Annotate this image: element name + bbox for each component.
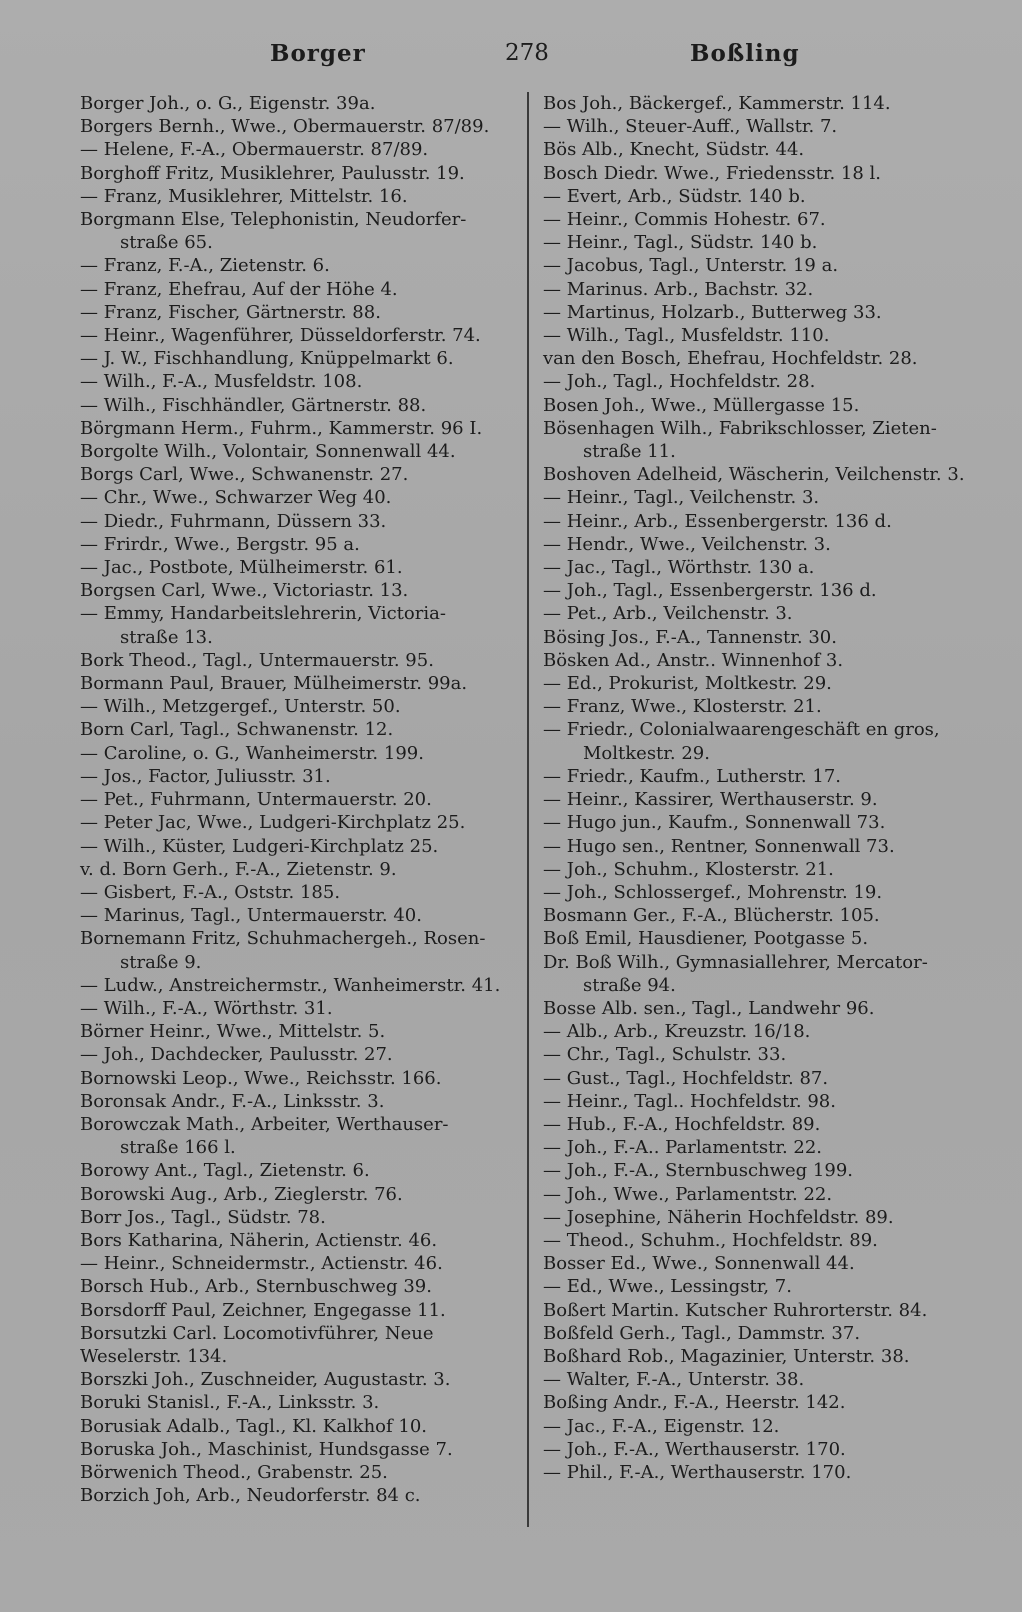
directory-entry: — Hugo sen., Rentner, Sonnenwall 73. [543, 835, 895, 857]
directory-entry: Borsutzki Carl. Locomotivführer, Neue [80, 1322, 434, 1344]
directory-entry: — Heinr., Schneidermstr., Actienstr. 46. [80, 1253, 443, 1275]
directory-entry: — Chr., Wwe., Schwarzer Weg 40. [80, 487, 392, 509]
directory-entry: Boßert Martin. Kutscher Ruhrorterstr. 84. [543, 1299, 928, 1321]
directory-entry: — Heinr., Tagl., Veilchenstr. 3. [543, 487, 820, 509]
directory-entry: — Joh., F.-A., Werthauserstr. 170. [543, 1438, 846, 1460]
directory-entry: Bösenhagen Wilh., Fabrikschlosser, Zieten- [543, 417, 937, 439]
directory-entry: Bork Theod., Tagl., Untermauerstr. 95. [80, 649, 434, 671]
directory-entry: — Hugo jun., Kaufm., Sonnenwall 73. [543, 812, 886, 834]
directory-entry: Borsdorff Paul, Zeichner, Engegasse 11. [80, 1299, 446, 1321]
directory-entry: Borgmann Else, Telephonistin, Neudorfer- [80, 209, 467, 231]
directory-entry: Bosse Alb. sen., Tagl., Landwehr 96. [543, 997, 875, 1019]
directory-entry: — Franz, F.-A., Zietenstr. 6. [80, 255, 330, 277]
directory-entry: Borowy Ant., Tagl., Zietenstr. 6. [80, 1160, 370, 1182]
directory-entry: Bormann Paul, Brauer, Mülheimerstr. 99a. [80, 673, 468, 695]
page-header [80, 40, 980, 76]
right-column [543, 92, 1003, 1484]
directory-entry: — Pet., Arb., Veilchenstr. 3. [543, 603, 793, 625]
directory-entry: — Helene, F.-A., Obermauerstr. 87/89. [80, 139, 429, 161]
directory-entry: Boßing Andr., F.-A., Heerstr. 142. [543, 1392, 846, 1414]
directory-entry: — Emmy, Handarbeitslehrerin, Victoria- [80, 603, 446, 625]
directory-entry: — Gisbert, F.-A., Oststr. 185. [80, 881, 341, 903]
directory-entry: Dr. Boß Wilh., Gymnasiallehrer, Mercator- [543, 951, 928, 973]
directory-entry: — Franz, Fischer, Gärtnerstr. 88. [80, 301, 381, 323]
directory-entry: — J. W., Fischhandlung, Knüppelmarkt 6. [80, 348, 454, 370]
directory-entry: — Joh., Dachdecker, Paulusstr. 27. [80, 1044, 393, 1066]
directory-entry: — Joh., Schlossergef., Mohrenstr. 19. [543, 881, 883, 903]
directory-entry: — Jac., Postbote, Mülheimerstr. 61. [80, 557, 403, 579]
directory-entry: Boruska Joh., Maschinist, Hundsgasse 7. [80, 1438, 453, 1460]
directory-entry: — Jos., Factor, Juliusstr. 31. [80, 765, 331, 787]
directory-entry: Bornemann Fritz, Schuhmachergeh., Rosen- [80, 928, 486, 950]
directory-entry: — Heinr., Tagl.. Hochfeldstr. 98. [543, 1090, 836, 1112]
running-head-right: Boßling [690, 40, 800, 67]
directory-entry: — Marinus, Tagl., Untermauerstr. 40. [80, 905, 422, 927]
directory-entry: Borusiak Adalb., Tagl., Kl. Kalkhof 10. [80, 1415, 428, 1437]
directory-entry: Borgsen Carl, Wwe., Victoriastr. 13. [80, 580, 409, 602]
directory-entry: — Jac., Tagl., Wörthstr. 130 a. [543, 557, 815, 579]
directory-entry: Bosser Ed., Wwe., Sonnenwall 44. [543, 1253, 855, 1275]
directory-entry: — Friedr., Kaufm., Lutherstr. 17. [543, 765, 842, 787]
directory-entry: Borger Joh., o. G., Eigenstr. 39a. [80, 93, 376, 114]
directory-entry: — Joh., Wwe., Parlamentstr. 22. [543, 1183, 833, 1205]
directory-entry: Bosmann Ger., F.-A., Blücherstr. 105. [543, 905, 880, 927]
directory-entry: — Gust., Tagl., Hochfeldstr. 87. [543, 1067, 829, 1089]
directory-entry: Bosch Diedr. Wwe., Friedensstr. 18 l. [543, 162, 882, 184]
directory-entry: straße 11. [583, 441, 676, 463]
directory-entry: — Heinr., Tagl., Südstr. 140 b. [543, 232, 818, 254]
directory-entry: — Hub., F.-A., Hochfeldstr. 89. [543, 1113, 821, 1135]
directory-entry: — Alb., Arb., Kreuzstr. 16/18. [543, 1021, 811, 1043]
directory-entry: Borowski Aug., Arb., Zieglerstr. 76. [80, 1183, 403, 1205]
directory-entry: — Wilh., Tagl., Musfeldstr. 110. [543, 325, 830, 347]
directory-entry: Borgers Bernh., Wwe., Obermauerstr. 87/89. [80, 116, 490, 138]
directory-entry: Borgs Carl, Wwe., Schwanenstr. 27. [80, 464, 409, 486]
running-head-left: Borger [270, 40, 366, 67]
directory-entry: — Friedr., Colonialwaarengeschäft en gros, [543, 719, 940, 741]
directory-entry: — Walter, F.-A., Unterstr. 38. [543, 1369, 805, 1391]
directory-entry: Boruki Stanisl., F.-A., Linksstr. 3. [80, 1392, 380, 1414]
directory-entry: — Wilh., F.-A., Musfeldstr. 108. [80, 371, 363, 393]
directory-entry: Boß Emil, Hausdiener, Pootgasse 5. [543, 928, 869, 950]
directory-entry: — Josephine, Näherin Hochfeldstr. 89. [543, 1206, 894, 1228]
directory-entry: Bos Joh., Bäckergef., Kammerstr. 114. [543, 93, 891, 114]
directory-entry: Börwenich Theod., Grabenstr. 25. [80, 1461, 388, 1483]
directory-entry: — Joh., Tagl., Hochfeldstr. 28. [543, 371, 816, 393]
directory-entry: — Joh., F.-A.. Parlamentstr. 22. [543, 1137, 823, 1159]
directory-entry: — Ed., Wwe., Lessingstr, 7. [543, 1276, 792, 1298]
directory-entry: Moltkestr. 29. [583, 742, 710, 764]
directory-entry: Boshoven Adelheid, Wäscherin, Veilchenstr. 3. [543, 464, 965, 486]
directory-entry: — Wilh., Metzgergef., Unterstr. 50. [80, 696, 401, 718]
directory-entry: — Heinr., Wagenführer, Düsseldorferstr. 74. [80, 325, 481, 347]
directory-entry: — Pet., Fuhrmann, Untermauerstr. 20. [80, 789, 432, 811]
directory-entry: — Wilh., F.-A., Wörthstr. 31. [80, 997, 333, 1019]
directory-entry: straße 9. [120, 951, 202, 973]
directory-entry: Bösing Jos., F.-A., Tannenstr. 30. [543, 626, 837, 648]
column-divider [527, 92, 529, 1527]
directory-entry: — Wilh., Steuer-Auff., Wallstr. 7. [543, 116, 838, 138]
directory-entry: Bösken Ad., Anstr.. Winnenhof 3. [543, 649, 844, 671]
directory-entry: — Joh., Schuhm., Klosterstr. 21. [543, 858, 834, 880]
page-number: 278 [505, 40, 549, 66]
directory-entry: Börgmann Herm., Fuhrm., Kammerstr. 96 I. [80, 417, 483, 439]
directory-entry: v. d. Born Gerh., F.-A., Zietenstr. 9. [80, 858, 397, 880]
directory-entry: — Frirdr., Wwe., Bergstr. 95 a. [80, 533, 360, 555]
directory-entry: Boronsak Andr., F.-A., Linksstr. 3. [80, 1090, 385, 1112]
directory-entry: Born Carl, Tagl., Schwanenstr. 12. [80, 719, 394, 741]
directory-entry: straße 166 l. [120, 1137, 236, 1159]
directory-entry: — Wilh., Fischhändler, Gärtnerstr. 88. [80, 394, 427, 416]
directory-entry: — Phil., F.-A., Werthauserstr. 170. [543, 1461, 852, 1483]
directory-entry: — Chr., Tagl., Schulstr. 33. [543, 1044, 787, 1066]
directory-entry: Borsch Hub., Arb., Sternbuschweg 39. [80, 1276, 432, 1298]
directory-entry: Börner Heinr., Wwe., Mittelstr. 5. [80, 1021, 386, 1043]
directory-entry: — Marinus. Arb., Bachstr. 32. [543, 278, 814, 300]
directory-entry: — Ed., Prokurist, Moltkestr. 29. [543, 673, 832, 695]
directory-entry: Bosen Joh., Wwe., Müllergasse 15. [543, 394, 860, 416]
directory-entry: Bornowski Leop., Wwe., Reichsstr. 166. [80, 1067, 442, 1089]
directory-entry: — Diedr., Fuhrmann, Düssern 33. [80, 510, 387, 532]
directory-entry: straße 65. [120, 232, 213, 254]
directory-entry: — Franz, Ehefrau, Auf der Höhe 4. [80, 278, 398, 300]
directory-entry: — Wilh., Küster, Ludgeri-Kirchplatz 25. [80, 835, 439, 857]
directory-entry: Weselerstr. 134. [80, 1345, 228, 1367]
directory-entry: — Caroline, o. G., Wanheimerstr. 199. [80, 742, 424, 764]
directory-entry: — Peter Jac, Wwe., Ludgeri-Kirchplatz 25. [80, 812, 466, 834]
directory-entry: — Joh., F.-A., Sternbuschweg 199. [543, 1160, 854, 1182]
directory-entry: — Jacobus, Tagl., Unterstr. 19 a. [543, 255, 839, 277]
left-column [80, 92, 520, 1507]
directory-entry: — Martinus, Holzarb., Butterweg 33. [543, 301, 882, 323]
directory-entry: Boßfeld Gerh., Tagl., Dammstr. 37. [543, 1322, 861, 1344]
directory-entry: Bös Alb., Knecht, Südstr. 44. [543, 139, 805, 161]
directory-entry: — Ludw., Anstreichermstr., Wanheimerstr. 41. [80, 974, 501, 996]
directory-entry: — Franz, Wwe., Klosterstr. 21. [543, 696, 822, 718]
directory-entry: van den Bosch, Ehefrau, Hochfeldstr. 28. [543, 348, 918, 370]
directory-entry: straße 94. [583, 974, 676, 996]
directory-entry: Borzich Joh, Arb., Neudorferstr. 84 c. [80, 1485, 421, 1507]
directory-entry: — Franz, Musiklehrer, Mittelstr. 16. [80, 185, 408, 207]
directory-entry: — Heinr., Arb., Essenbergerstr. 136 d. [543, 510, 892, 532]
directory-entry: Borszki Joh., Zuschneider, Augustastr. 3. [80, 1369, 451, 1391]
directory-entry: — Heinr., Kassirer, Werthauserstr. 9. [543, 789, 878, 811]
directory-entry: Borr Jos., Tagl., Südstr. 78. [80, 1206, 326, 1228]
directory-entry: — Jac., F.-A., Eigenstr. 12. [543, 1415, 780, 1437]
directory-entry: Borghoff Fritz, Musiklehrer, Paulusstr. 19. [80, 162, 465, 184]
directory-entry: — Hendr., Wwe., Veilchenstr. 3. [543, 533, 831, 555]
directory-entry: Borowczak Math., Arbeiter, Werthauser- [80, 1113, 449, 1135]
directory-entry: straße 13. [120, 626, 213, 648]
directory-entry: — Theod., Schuhm., Hochfeldstr. 89. [543, 1229, 878, 1251]
directory-entry: Bors Katharina, Näherin, Actienstr. 46. [80, 1229, 438, 1251]
directory-entry: — Heinr., Commis Hohestr. 67. [543, 209, 826, 231]
directory-entry: Boßhard Rob., Magazinier, Unterstr. 38. [543, 1345, 910, 1367]
directory-entry: — Joh., Tagl., Essenbergerstr. 136 d. [543, 580, 877, 602]
directory-entry: Borgolte Wilh., Volontair, Sonnenwall 44. [80, 441, 456, 463]
directory-entry: — Evert, Arb., Südstr. 140 b. [543, 185, 806, 207]
